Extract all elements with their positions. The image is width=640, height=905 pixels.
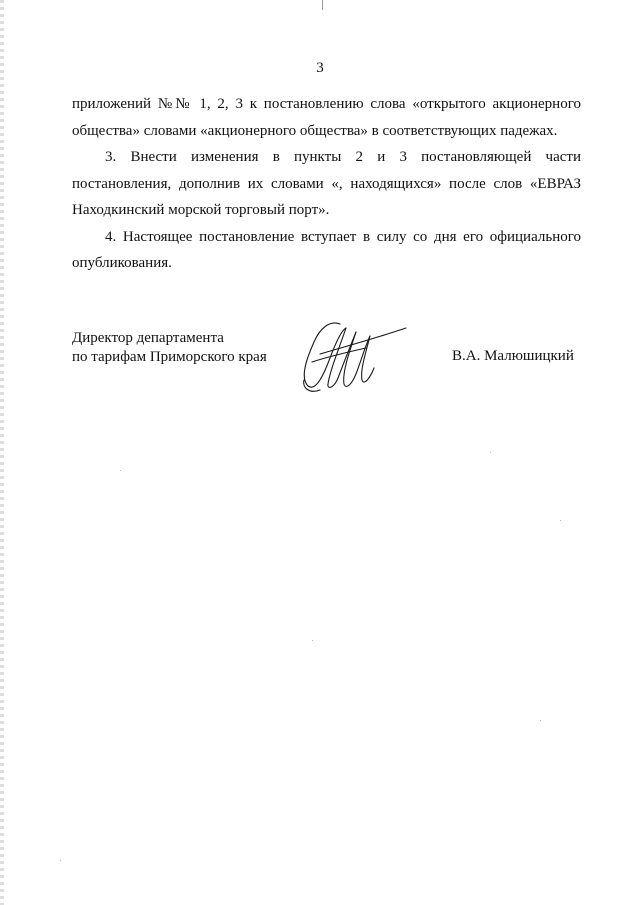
paragraph-4: 4. Настоящее постановление вступает в силу со дня его официального опубликования. (72, 228, 581, 271)
scan-speck (60, 860, 61, 861)
scan-speck (560, 520, 561, 521)
scan-speck (312, 640, 313, 641)
scan-edge (0, 0, 4, 905)
scan-speck (120, 470, 121, 471)
page-number: 3 (316, 60, 324, 76)
signatory-name: В.А. Малюшицкий (452, 348, 574, 364)
scan-mark (322, 0, 323, 10)
document-body (72, 91, 581, 277)
signatory-title (72, 329, 267, 367)
scan-speck (540, 720, 541, 721)
signatory-title-line1: Директор департамента (72, 330, 224, 346)
paragraph-continuation: приложений №№ 1, 2, 3 к постановлению слова «открытого акционерного общества» словами «акционерного общества» в соответствующих падежах. (72, 96, 581, 139)
handwritten-signature (290, 318, 410, 396)
paragraph-3: 3. Внести изменения в пункты 2 и 3 постановляющей части постановления, дополнив их словами «, находящихся» после слов «ЕВРАЗ Находкинский морской торговый порт». (72, 149, 581, 218)
signatory-title-line2: по тарифам Приморского края (72, 349, 267, 365)
scan-speck (490, 452, 491, 453)
